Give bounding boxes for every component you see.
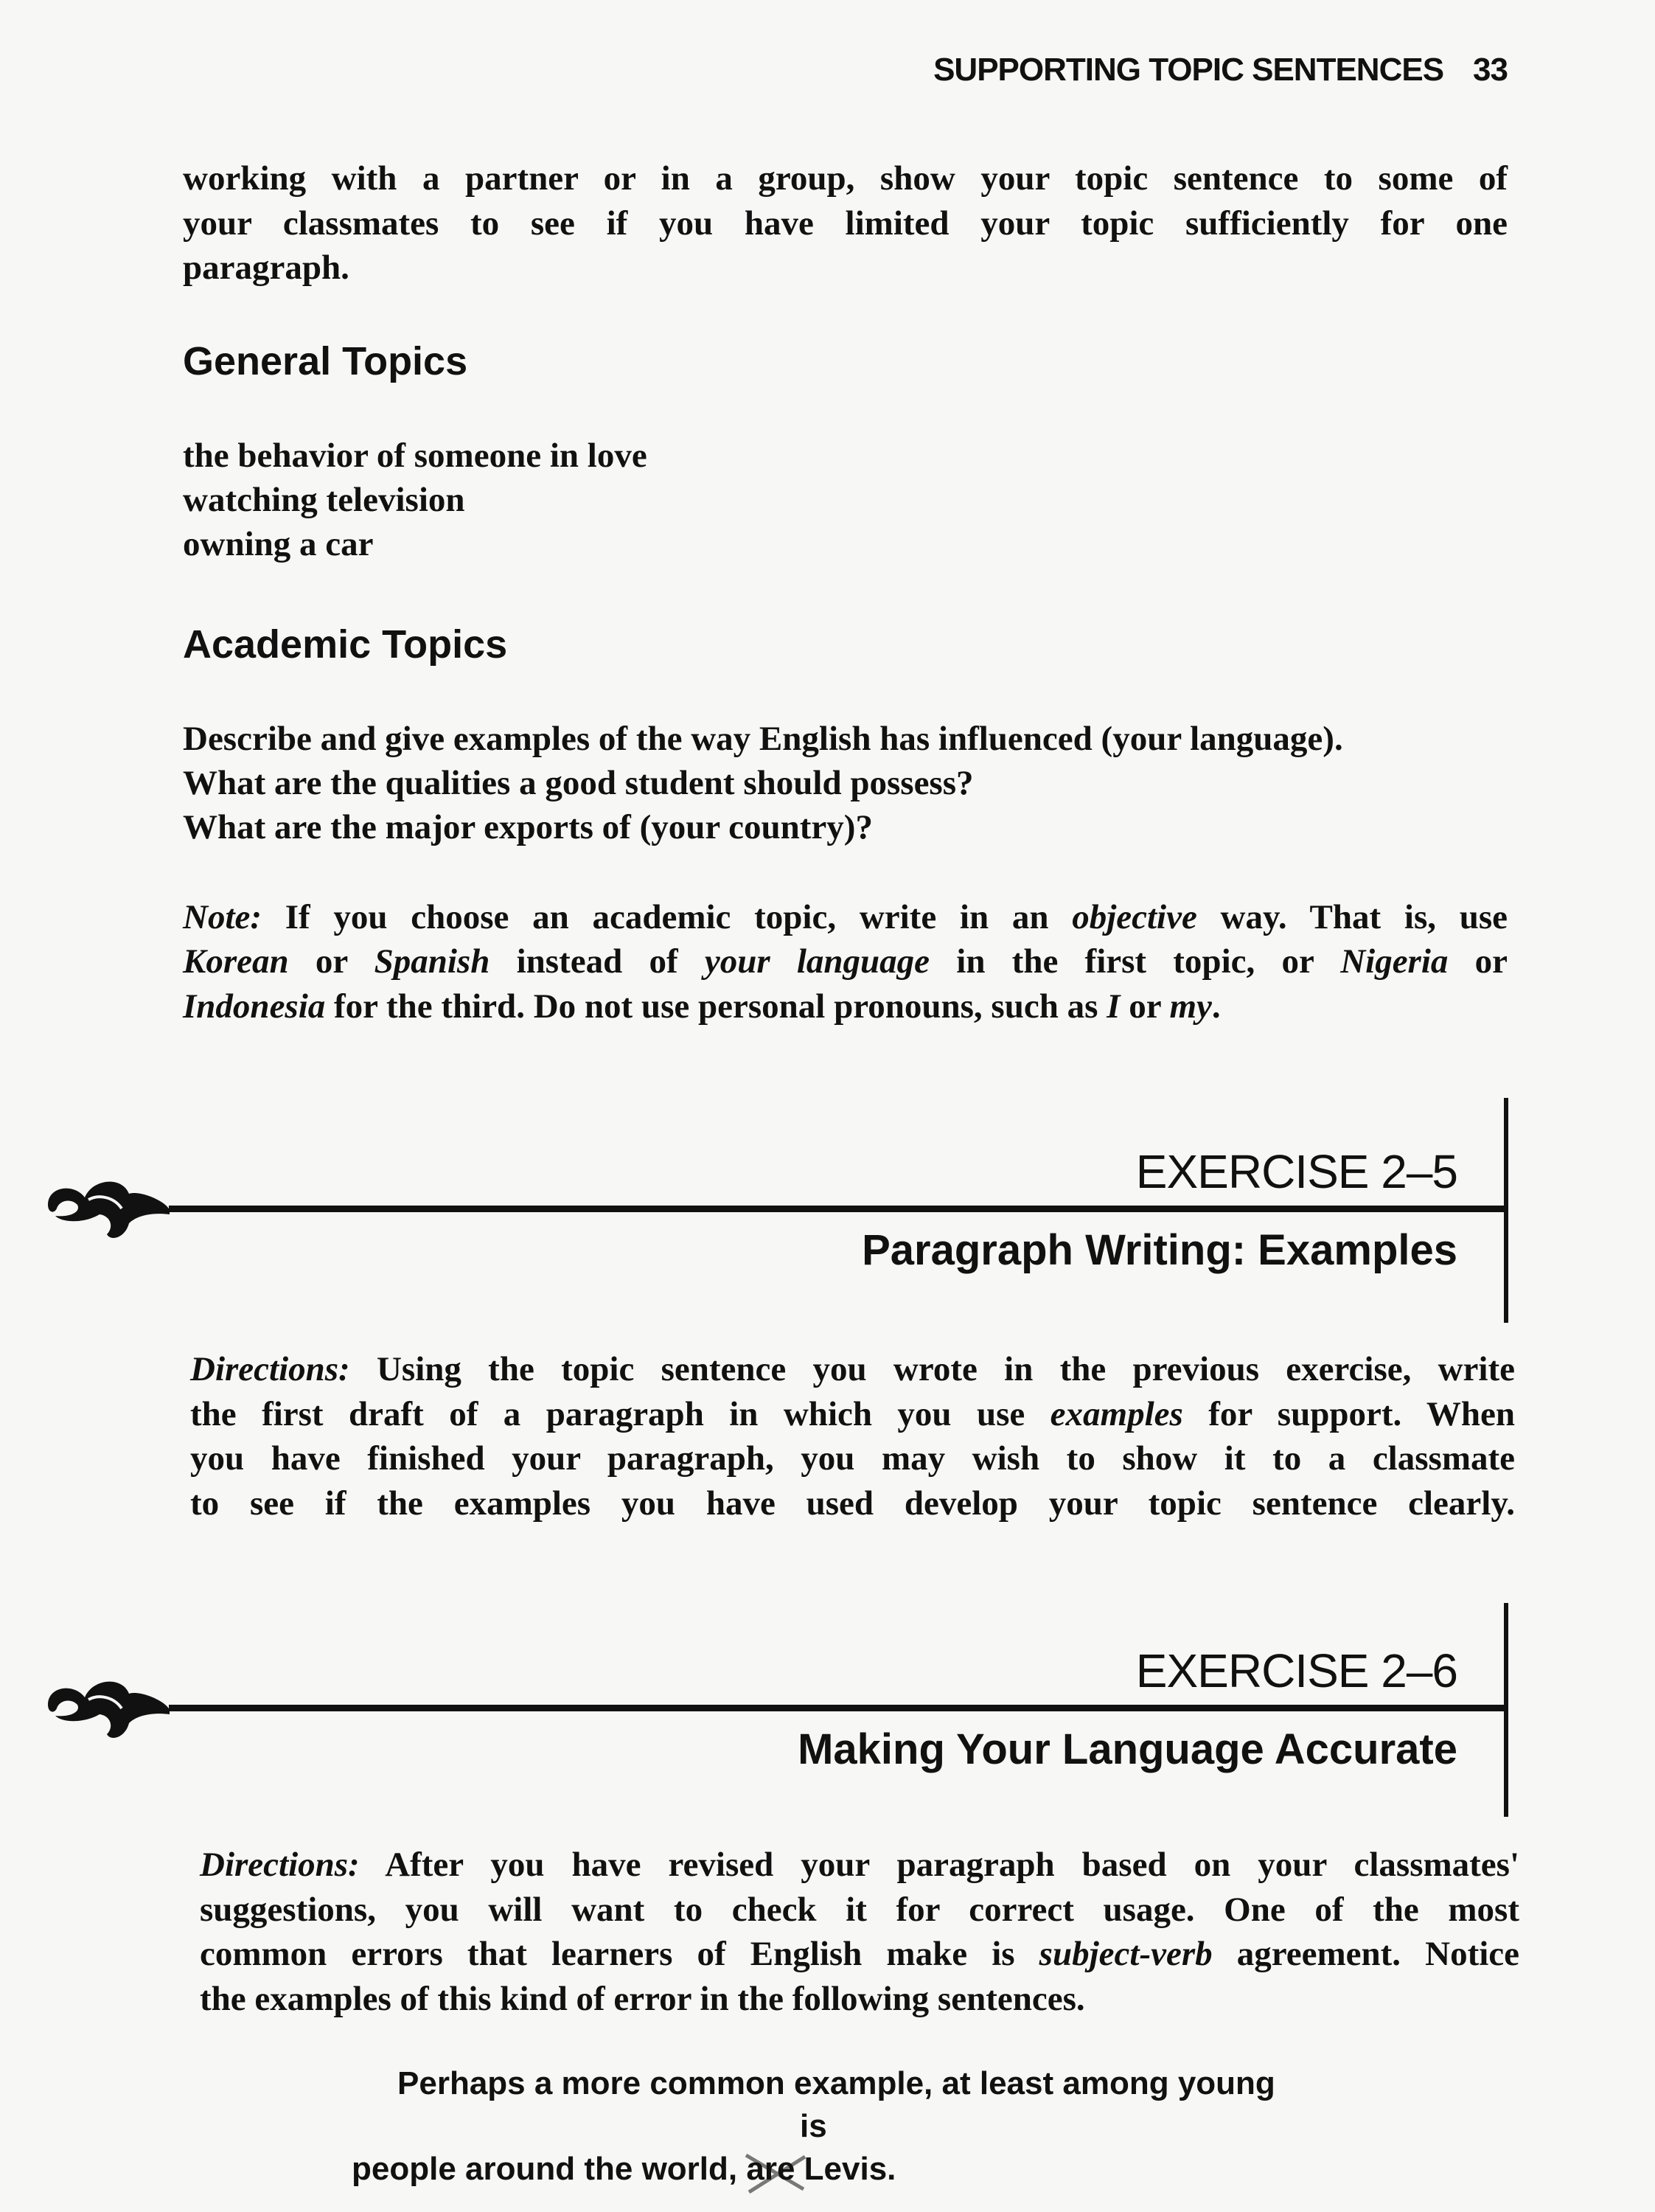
emphasis: your language [704,942,930,981]
text: or [1120,987,1170,1026]
example-line-1: Perhaps a more common example, at least among young [397,2065,1275,2101]
text: After you have revised your paragraph based on your classmates' [359,1846,1519,1884]
emphasis: Spanish [374,942,490,981]
emphasis: objective [1072,897,1197,936]
text-line: working with a partner or in a group, show your topic sentence to some of [183,159,1508,198]
page-number: 33 [1473,52,1508,88]
exercise-2-6-directions [200,1843,1519,2021]
crossed-out-word [746,2148,795,2191]
text-line: to see if the examples you have used develop your topic sentence clearly. [190,1484,1515,1523]
exercise-2-5-header [0,1098,1655,1323]
note-label: Note: [183,897,262,936]
list-item: the behavior of someone in love [183,436,647,475]
emphasis: examples [1050,1394,1183,1433]
emphasis: Indonesia [183,987,326,1026]
text: common errors that learners of English make is [200,1935,1039,1973]
text: instead of [489,942,705,981]
text-line: your classmates to see if you have limited your topic sufficiently for one [183,204,1508,243]
text-line [200,1843,1519,1888]
exercise-2-6-header [0,1603,1655,1817]
text-line [200,1932,1519,1977]
text: in the first topic, or [930,942,1341,981]
text: or [1448,942,1508,981]
exercise-number: EXERCISE 2–6 [1135,1644,1457,1697]
text-line: paragraph. [183,248,349,287]
academic-topics-list [183,717,1655,849]
text: for support. When [1182,1394,1515,1433]
intro-paragraph [183,156,1508,291]
text: Using the topic sentence you wrote in the previous exercise, write [349,1350,1515,1388]
text-line [183,939,1508,984]
general-topics-list [183,434,1655,566]
fleuron-ornament-icon [41,1672,173,1745]
directions-label: Directions: [190,1350,350,1388]
text: or [288,942,374,981]
text-line: you have finished your paragraph, you may wish to show it to a classmate [190,1439,1515,1478]
text: the first draft of a paragraph in which you use [190,1394,1051,1433]
text-line: suggestions, you will want to check it for correct usage. One of the most [200,1890,1519,1929]
exercise-horizontal-rule [169,1206,1507,1212]
text: for the third. Do not use personal pronouns, such as [325,987,1107,1026]
list-item: watching television [183,480,465,519]
text: way. That is, use [1196,897,1508,936]
text: are [746,2151,795,2187]
note-paragraph [183,895,1508,1029]
text: Levis. [795,2151,896,2187]
emphasis: my [1169,987,1212,1026]
text-line: the examples of this kind of error in the following sentences. [200,1979,1085,2018]
emphasis: Korean [183,942,289,981]
list-item: Describe and give examples of the way English has influenced (your language). [183,719,1343,758]
running-head-title: SUPPORTING TOPIC SENTENCES [933,52,1444,88]
text: people around the world, [352,2151,747,2187]
directions-label: Directions: [200,1846,360,1884]
text: agreement. Notice [1212,1935,1519,1973]
exercise-horizontal-rule [169,1705,1507,1711]
text: . [1211,987,1221,1026]
fleuron-ornament-icon [41,1172,173,1245]
running-head [0,52,1655,88]
text-line [190,1347,1515,1392]
emphasis: subject-verb [1039,1935,1213,1973]
list-item: What are the qualities a good student should possess? [183,763,974,802]
example-correction: is [800,2108,827,2144]
example-line-2 [352,2148,1655,2191]
exercise-number: EXERCISE 2–5 [1135,1145,1457,1198]
emphasis: I [1107,987,1121,1026]
text-line [183,895,1508,940]
general-topics-heading: General Topics [183,338,468,383]
text: If you choose an academic topic, write in an [262,897,1073,936]
exercise-title: Paragraph Writing: Examples [862,1226,1457,1274]
exercise-title: Making Your Language Accurate [798,1725,1457,1773]
list-item: owning a car [183,524,374,563]
exercise-2-5-directions [190,1347,1515,1526]
academic-topics-heading: Academic Topics [183,622,508,667]
text-line [183,984,1508,1029]
text-line [190,1392,1515,1437]
list-item: What are the major exports of (your country)? [183,807,873,846]
emphasis: Nigeria [1340,942,1449,981]
